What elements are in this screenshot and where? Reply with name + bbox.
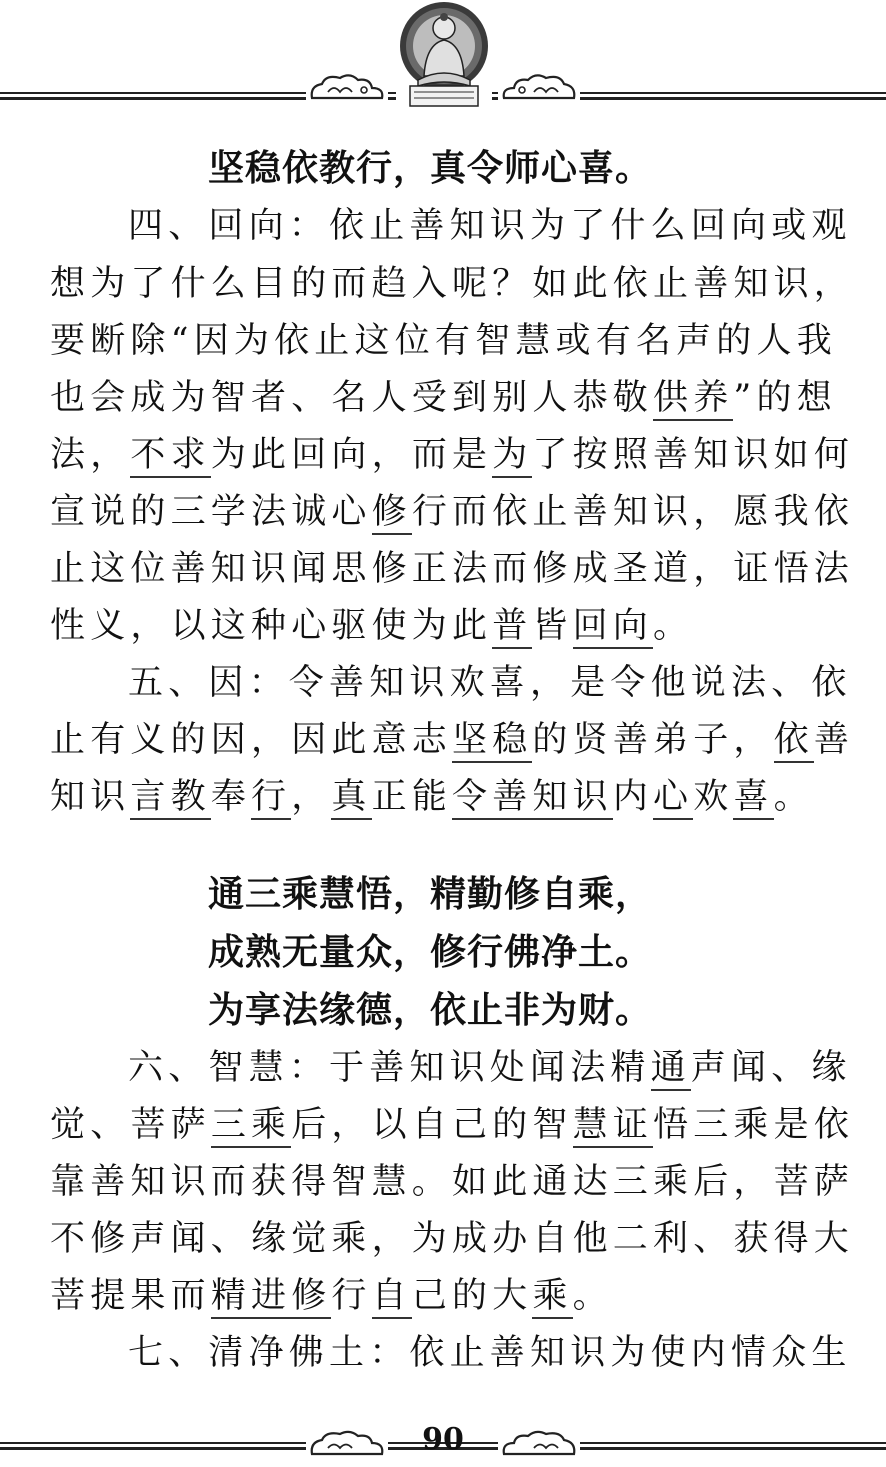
underlined-text: 乘 xyxy=(532,1276,572,1319)
text-line: 菩提果而精进修行自己的大乘。 xyxy=(50,1268,613,1318)
text-line: 靠善知识而获得智慧。如此通达三乘后，菩萨 xyxy=(50,1162,855,1202)
text-line: 要断除“因为依止这位有智慧或有名声的人我 xyxy=(50,321,837,361)
underlined-text: 行 xyxy=(251,777,291,820)
underlined-text: 普 xyxy=(492,606,532,649)
text-line: 五、因：令善知识欢喜，是令他说法、依 xyxy=(128,663,852,703)
underlined-text: 精进修 xyxy=(211,1276,332,1319)
underlined-text: 依 xyxy=(774,720,814,763)
text-line: 六、智慧：于善知识处闻法精通声闻、缘 xyxy=(128,1040,852,1090)
text-line: 宣说的三学法诚心修行而依止善知识，愿我依 xyxy=(50,484,854,534)
text-line: 七、清净佛土：依止善知识为使内情众生 xyxy=(128,1333,852,1373)
cloud-ornament-icon xyxy=(498,70,580,104)
text-line: 觉、菩萨三乘后，以自己的智慧证悟三乘是依 xyxy=(50,1097,854,1147)
underlined-text: 三乘 xyxy=(211,1105,291,1148)
verse-line: 通三乘慧悟，精勤修自乘， xyxy=(208,874,653,915)
verse-line: 坚稳依教行，真令师心喜。 xyxy=(208,148,653,189)
text-line: 止这位善知识闻思修正法而修成圣道，证悟法 xyxy=(50,549,855,589)
text-line: 性义，以这种心驱使为此普皆回向。 xyxy=(50,598,693,648)
verse-line: 成熟无量众，修行佛净土。 xyxy=(208,932,653,973)
underlined-text: 自 xyxy=(372,1276,412,1319)
cloud-ornament-icon xyxy=(306,70,388,104)
underlined-text: 慧证 xyxy=(573,1105,653,1148)
buddha-medallion-icon xyxy=(396,0,492,110)
underlined-text: 喜 xyxy=(733,777,773,820)
underlined-text: 真 xyxy=(331,777,371,820)
underlined-text: 回向 xyxy=(573,606,653,649)
text-line: 知识言教奉行，真正能令善知识内心欢喜。 xyxy=(50,769,814,819)
underlined-text: 供养 xyxy=(653,378,733,421)
underlined-text: 言教 xyxy=(130,777,210,820)
underlined-text: 通 xyxy=(651,1048,691,1091)
text-line: 四、回向：依止善知识为了什么回向或观 xyxy=(128,206,852,246)
page-number: 90 xyxy=(422,1422,464,1457)
underlined-text: 坚稳 xyxy=(452,720,532,763)
text-line: 法，不求为此回向，而是为了按照善知识如何 xyxy=(50,427,854,477)
underlined-text: 不求 xyxy=(130,435,210,478)
text-line: 不修声闻、缘觉乘，为成办自他二利、获得大 xyxy=(50,1219,855,1259)
verse-line: 为享法缘德，依止非为财。 xyxy=(208,990,653,1031)
text-line: 也会成为智者、名人受到别人恭敬供养”的想 xyxy=(50,370,837,420)
underlined-text: 令善知识 xyxy=(452,777,613,820)
text-line: 想为了什么目的而趋入呢？如此依止善知识， xyxy=(50,264,855,304)
underlined-text: 为 xyxy=(492,435,532,478)
underlined-text: 修 xyxy=(372,492,412,535)
underlined-text: 心 xyxy=(653,777,693,820)
text-line: 止有义的因，因此意志坚稳的贤善弟子，依善 xyxy=(50,712,854,762)
